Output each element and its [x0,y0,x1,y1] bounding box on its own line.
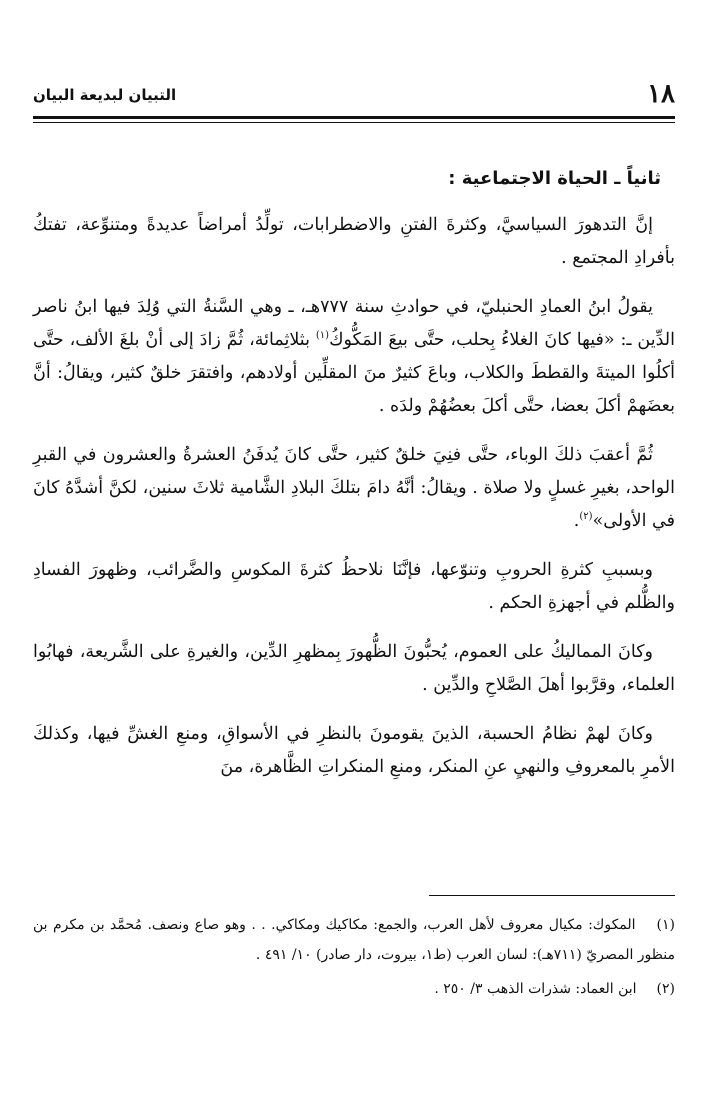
header-rule-thick [33,116,675,119]
page-header [33,80,675,108]
footnote-number: (١) [656,917,675,933]
footnote-ref: (٢) [579,511,593,523]
main-text [33,162,675,800]
paragraph: وكانَ لهمْ نظامُ الحسبة، الذينَ يقومونَ بالنظرِ في الأسواقِ، ومنعِ الغشِّ فيها، وكذلكَ الأمرِ بالمعروفِ والنهيِ عنِ المنكر، ومنعِ المنكراتِ الظَّاهرة، منَ [33,724,675,777]
footnote [33,974,675,1004]
footnote-text: ابن العماد: شذرات الذهب ٣/ ٢٥٠ . [434,981,637,997]
section-heading: ثانياً ـ الحياة الاجتماعية : [448,168,661,189]
running-title: التبيان لبديعة البيان [33,86,177,104]
footnote [33,910,675,970]
header-rule-thin [33,122,675,123]
paragraph: ثُمَّ أعقبَ ذلكَ الوباء، حتَّى فنِيَ خلقٌ كثير، حتَّى كانَ يُدفَنُ العشرةُ والعشرون في القبرِ الواحد، بغيرِ غسلٍ ولا صلاة . ويقالُ: أنَّهُ دامَ بتلكَ البلادِ الشَّامية ثلاثَ سنين، لكنَّ أشدَّهُ كانَ في الأولى»$^{(٢)}$. [33,445,675,531]
page-number: ١٨ [647,79,675,109]
footnote-number: (٢) [656,981,675,997]
footnote-ref: (١) [315,330,330,342]
paragraph: وكانَ المماليكُ على العموم، يُحبُّونَ الظُّهورَ بِمظهرِ الدِّين، والغيرةِ على الشَّريعة، فهابُوا العلماء، وقرَّبوا أهلَ الصَّلاحِ والدِّين . [33,642,675,695]
footnotes [33,910,675,1008]
paragraph: إنَّ التدهورَ السياسيَّ، وكثرةَ الفتنِ والاضطرابات، تولِّدُ أمراضاً عديدةً ومتنوِّعة، تفتكُ بأفرادِ المجتمع . [33,215,675,268]
paragraph: يقولُ ابنُ العمادِ الحنبليّ، في حوادثِ سنة ٧٧٧هـ، ـ وهي السَّنةُ التي وُلِدَ فيها ابنُ ناصر الدِّين ـ: «فيها كانَ الغلاءُ بِحلب، حتَّى بيعَ المَكُّوكُ$^{(١)}$ بثلاثِمائة، ثُمَّ زادَ إلى أنْ بلغَ الألف، حتَّى أكلُوا الميتةَ والقططَ والكلاب، وباعَ كثيرٌ منَ المقلِّين أولادهم، وافتقرَ خلقٌ كثير، ويقالُ: أنَّ بعضَهمْ أكلَ بعضا، حتَّى أكلَ بعضُهُمْ ولدَه . [33,297,675,416]
footnote-separator [429,895,675,896]
footnote-text: المكوك: مكيال معروف لأهل العرب، والجمع: مكاكيك ومكاكي. . . وهو صاع ونصف. مُحمَّد بن مكرم بن منظور المصريّ (٧١١هـ): لسان العرب (ط١، بيروت، دار صادر) ١٠/ ٤٩١ . [33,917,675,963]
paragraph: وبسببِ كثرةِ الحروبِ وتنوّعها، فإنَّنَا نلاحظُ كثرةَ المكوسِ والضَّرائب، وظهورَ الفسادِ والظُّلم في أجهزةِ الحكم . [33,560,675,613]
